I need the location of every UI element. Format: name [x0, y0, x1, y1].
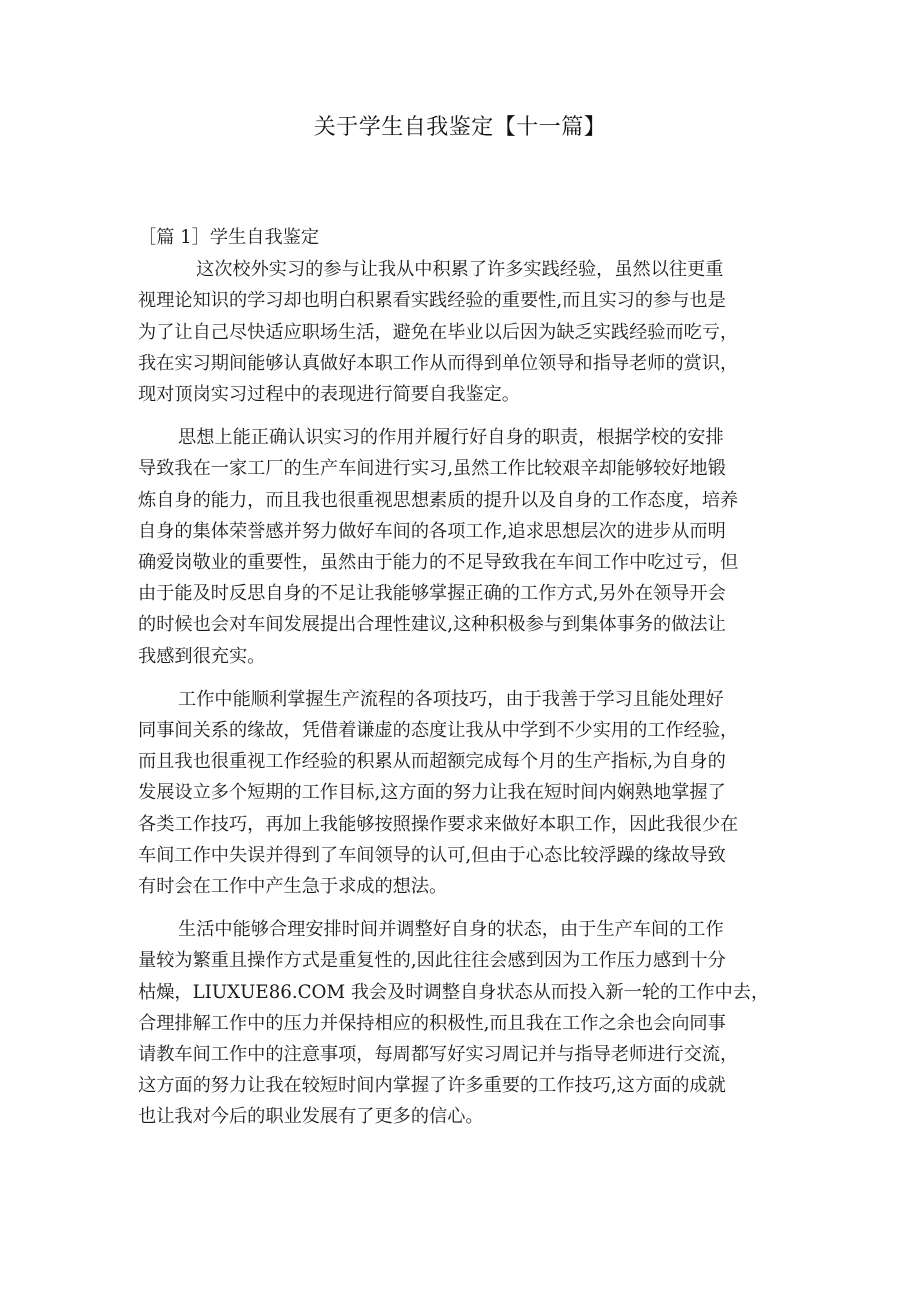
document-title: 关于学生自我鉴定【十一篇】 — [313, 115, 607, 140]
paragraph-line: 由于能及时反思自身的不足让我能够掌握正确的工作方式,另外在领导开会 — [138, 583, 726, 605]
paragraph-1 — [138, 254, 788, 410]
paragraph-line: 我感到很充实。 — [138, 645, 266, 667]
paragraph-line: 自身的集体荣誉感并努力做好车间的各项工作,追求思想层次的进步从而明 — [138, 520, 726, 542]
paragraph-2 — [138, 422, 788, 672]
paragraph-line: 枯燥，LIUXUE86.COM 我会及时调整自身状态从而投入新一轮的工作中去， — [138, 981, 770, 1003]
paragraph-line: 各类工作技巧，再加上我能够按照操作要求来做好本职工作，因此我很少在 — [138, 813, 739, 835]
paragraph-line: 确爱岗敬业的重要性，虽然由于能力的不足导致我在车间工作中吃过亏，但 — [138, 552, 739, 574]
paragraph-line: 生活中能够合理安排时间并调整好自身的状态，由于生产车间的工作 — [178, 919, 724, 941]
paragraph-line: 合理排解工作中的压力并保持相应的积极性,而且我在工作之余也会向同事 — [138, 1012, 726, 1034]
paragraph-line: 车间工作中失误并得到了车间领导的认可,但由于心态比较浮躁的缘故导致 — [138, 844, 726, 866]
paragraph-line: 工作中能顺利掌握生产流程的各项技巧，由于我善于学习且能处理好 — [178, 688, 724, 710]
paragraph-line: 为了让自己尽快适应职场生活，避免在毕业以后因为缺乏实践经验而吃亏， — [138, 321, 739, 343]
paragraph-line: 视理论知识的学习却也明白积累看实践经验的重要性,而且实习的参与也是 — [138, 290, 726, 312]
paragraph-line: 这次校外实习的参与让我从中积累了许多实践经验，虽然以往更重 — [196, 259, 724, 281]
paragraph-line: 有时会在工作中产生急于求成的想法。 — [138, 876, 448, 898]
paragraph-line: 同事间关系的缘故，凭借着谦虚的态度让我从中学到不少实用的工作经验， — [138, 720, 739, 742]
paragraph-line: 请教车间工作中的注意事项，每周都写好实习周记并与指导老师进行交流， — [138, 1044, 739, 1066]
paragraph-line: 导致我在一家工厂的生产车间进行实习,虽然工作比较艰辛却能够较好地锻 — [138, 458, 726, 480]
document-body — [138, 222, 788, 1145]
paragraph-line: 思想上能正确认识实习的作用并履行好自身的职责，根据学校的安排 — [178, 427, 724, 449]
paragraph-line: 的时候也会对车间发展提出合理性建议,这种积极参与到集体事务的做法让 — [138, 614, 726, 636]
paragraph-line: 而且我也很重视工作经验的积累从而超额完成每个月的生产指标,为自身的 — [138, 751, 726, 773]
paragraph-line: 量较为繁重且操作方式是重复性的,因此往往会感到因为工作压力感到十分 — [138, 950, 726, 972]
paragraph-line: 我在实习期间能够认真做好本职工作从而得到单位领导和指导老师的赏识， — [138, 352, 739, 374]
paragraph-3 — [138, 684, 788, 902]
paragraph-4 — [138, 914, 788, 1132]
paragraph-line: 也让我对今后的职业发展有了更多的信心。 — [138, 1106, 484, 1128]
paragraph-line: 现对顶岗实习过程中的表现进行简要自我鉴定。 — [138, 384, 520, 406]
paragraph-line: 发展设立多个短期的工作目标,这方面的努力让我在短时间内娴熟地掌握了 — [138, 782, 726, 804]
paragraph-line: 炼自身的能力，而且我也很重视思想素质的提升以及自身的工作态度，培养 — [138, 489, 739, 511]
section-heading: ［篇 1］学生自我鉴定 — [138, 227, 320, 248]
paragraph-line: 这方面的努力让我在较短时间内掌握了许多重要的工作技巧,这方面的成就 — [138, 1075, 726, 1097]
